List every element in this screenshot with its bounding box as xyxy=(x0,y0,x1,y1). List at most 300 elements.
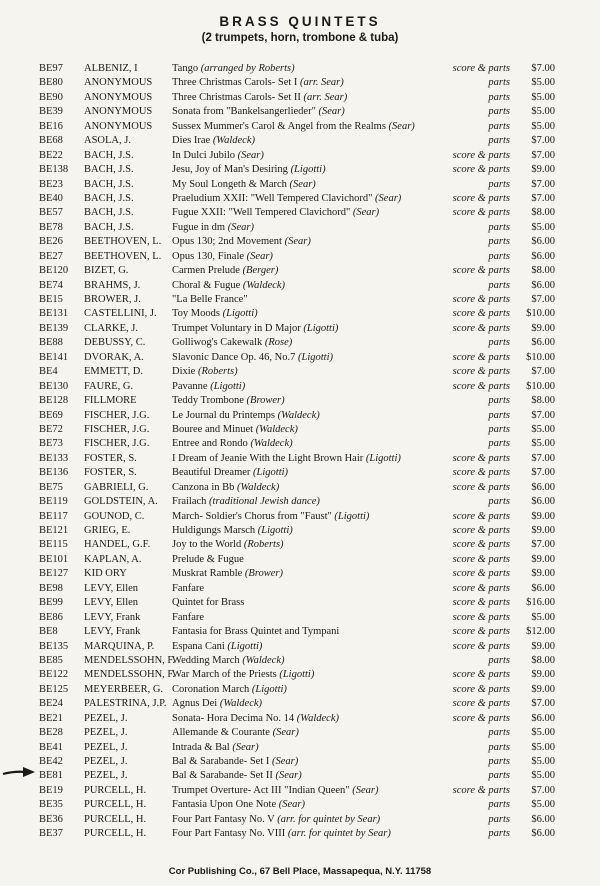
catalog-code: BE41 xyxy=(39,741,63,753)
title-text: Entree and Rondo xyxy=(172,438,248,450)
arranger-note: (Waldeck) xyxy=(242,654,285,666)
format-label: parts xyxy=(488,813,510,825)
composer-name: DEBUSSY, C. xyxy=(84,337,146,349)
piece-title xyxy=(172,336,292,350)
price-label: $7.00 xyxy=(531,698,555,710)
catalog-code: BE127 xyxy=(39,568,69,580)
composer-name: BEETHOVEN, L. xyxy=(84,236,162,248)
catalog-code: BE42 xyxy=(39,756,63,767)
format-label: parts xyxy=(488,496,510,508)
price-label: $8.00 xyxy=(531,207,555,219)
catalog-code: BE21 xyxy=(39,712,63,724)
catalog-row xyxy=(0,582,600,596)
piece-title xyxy=(172,538,284,552)
arranger-note: (Ligotti) xyxy=(334,510,370,522)
catalog-code: BE36 xyxy=(39,813,63,825)
format-label: parts xyxy=(488,250,510,262)
catalog-row xyxy=(0,307,600,321)
catalog-code: BE35 xyxy=(39,799,63,811)
catalog-code: BE4 xyxy=(39,366,58,378)
catalog-code: BE26 xyxy=(39,236,63,248)
price-label: $9.00 xyxy=(531,683,555,695)
title-text: Allemande & Courante xyxy=(172,727,270,739)
price-label: $16.00 xyxy=(526,597,555,609)
catalog-row xyxy=(0,668,600,682)
arranger-note: (Ligotti) xyxy=(251,683,287,695)
composer-name: ANONYMOUS xyxy=(84,77,153,89)
price-label: $5.00 xyxy=(531,423,555,435)
catalog-row xyxy=(0,553,600,567)
catalog-code: BE8 xyxy=(39,626,58,638)
catalog-row xyxy=(0,510,600,524)
catalog-row xyxy=(0,178,600,192)
title-text: Canzona in Bb xyxy=(172,481,235,493)
piece-title xyxy=(172,235,311,249)
title-text: Jesu, Joy of Man's Desiring xyxy=(172,164,288,176)
price-label: $6.00 xyxy=(531,828,555,840)
arranger-note: (Waldeck) xyxy=(212,135,255,147)
arranger-note: (arr. for quintet by Sear) xyxy=(287,828,391,840)
piece-title xyxy=(172,466,288,480)
format-label: score & parts xyxy=(452,510,510,522)
arranger-note: (Rose) xyxy=(264,337,293,349)
catalog-code: BE39 xyxy=(39,106,63,118)
piece-title xyxy=(172,769,302,783)
arranger-note: (Sear) xyxy=(318,106,345,118)
piece-title xyxy=(172,365,238,379)
catalog-code: BE133 xyxy=(39,452,69,464)
title-text: Fugue in dm xyxy=(172,221,226,233)
piece-title xyxy=(172,250,273,264)
format-label: score & parts xyxy=(452,712,510,724)
title-text: Sussex Mummer's Carol & Angel from the Realms xyxy=(172,120,386,132)
arranger-note: (Ligotti) xyxy=(227,640,263,652)
title-text: Fanfare xyxy=(172,611,205,623)
arranger-note: (Sear) xyxy=(227,221,254,233)
catalog-code: BE125 xyxy=(39,683,69,695)
arranger-note: (Ligotti) xyxy=(253,467,289,479)
composer-name: LEVY, Frank xyxy=(84,626,141,638)
format-label: score & parts xyxy=(452,553,510,565)
piece-title xyxy=(172,755,298,769)
piece-title xyxy=(172,640,262,654)
piece-title xyxy=(172,437,293,451)
title-text: Tango xyxy=(172,63,199,74)
arranger-note: (Sear) xyxy=(284,236,311,248)
arranger-note: (Ligotti) xyxy=(297,351,333,363)
title-text: Carmen Prelude xyxy=(172,265,240,277)
catalog-row xyxy=(0,221,600,235)
arranger-note: (Waldeck) xyxy=(296,712,339,724)
catalog-row xyxy=(0,697,600,711)
composer-name: ANONYMOUS xyxy=(84,120,153,132)
composer-name: PEZEL, J. xyxy=(84,756,128,767)
arranger-note: (Waldeck) xyxy=(277,409,320,421)
arranger-note: (Sear) xyxy=(272,756,299,767)
piece-title xyxy=(172,596,244,610)
price-label: $6.00 xyxy=(531,712,555,724)
catalog-code: BE73 xyxy=(39,438,63,450)
piece-title xyxy=(172,510,369,524)
piece-title xyxy=(172,120,415,134)
title-text: Intrada & Bal xyxy=(172,741,230,753)
composer-name: CLARKE, J. xyxy=(84,322,138,334)
catalog-row xyxy=(0,452,600,466)
piece-title xyxy=(172,351,333,365)
composer-name: BACH, J.S. xyxy=(84,207,134,219)
piece-title xyxy=(172,668,314,682)
catalog-code: BE120 xyxy=(39,265,69,277)
catalog-row xyxy=(0,813,600,827)
format-label: parts xyxy=(488,91,510,103)
composer-name: MENDELSSOHN, F. xyxy=(84,669,176,681)
arranger-note: (Roberts) xyxy=(243,539,284,551)
title-text: Opus 130; 2nd Movement xyxy=(172,236,282,248)
catalog-code: BE72 xyxy=(39,423,63,435)
piece-title xyxy=(172,380,245,394)
arranger-note: (Sear) xyxy=(232,741,259,753)
title-text: Muskrat Ramble xyxy=(172,568,243,580)
composer-name: FOSTER, S. xyxy=(84,467,137,479)
price-label: $7.00 xyxy=(531,178,555,190)
format-label: parts xyxy=(488,423,510,435)
catalog-code: BE81 xyxy=(39,770,63,782)
arranger-note: (Sear) xyxy=(278,799,305,811)
catalog-code: BE115 xyxy=(39,539,68,551)
price-label: $7.00 xyxy=(531,409,555,421)
title-text: Trumpet Overture- Act III "Indian Queen" xyxy=(172,784,350,796)
price-label: $9.00 xyxy=(531,568,555,580)
arranger-note: (Sear) xyxy=(388,120,415,132)
price-label: $6.00 xyxy=(531,813,555,825)
arranger-note: (Sear) xyxy=(237,149,264,161)
composer-name: FAURE, G. xyxy=(84,380,134,392)
page-title: BRASS QUINTETS xyxy=(219,14,381,29)
catalog-row xyxy=(0,567,600,581)
piece-title xyxy=(172,654,285,668)
piece-title xyxy=(172,495,320,509)
catalog-row xyxy=(0,365,600,379)
composer-name: DVORAK, A. xyxy=(84,351,144,363)
piece-title xyxy=(172,481,279,495)
piece-title xyxy=(172,697,262,711)
catalog-code: BE130 xyxy=(39,380,69,392)
price-label: $6.00 xyxy=(531,337,555,349)
title-text: March- Soldier's Chorus from "Faust" xyxy=(172,510,332,522)
price-label: $8.00 xyxy=(531,265,555,277)
format-label: parts xyxy=(488,279,510,291)
format-label: score & parts xyxy=(452,669,510,681)
catalog-code: BE78 xyxy=(39,221,63,233)
piece-title xyxy=(172,62,295,76)
price-label: $6.00 xyxy=(531,279,555,291)
composer-name: ANONYMOUS xyxy=(84,106,153,118)
price-label: $6.00 xyxy=(531,582,555,594)
catalog-row xyxy=(0,538,600,552)
piece-title xyxy=(172,76,344,90)
catalog-code: BE97 xyxy=(39,63,63,74)
title-text: Coronation March xyxy=(172,683,250,695)
piece-title xyxy=(172,827,391,841)
price-label: $6.00 xyxy=(531,250,555,262)
arranger-note: (Brower) xyxy=(246,395,285,407)
format-label: score & parts xyxy=(452,539,510,551)
format-label: score & parts xyxy=(452,582,510,594)
catalog-row xyxy=(0,596,600,610)
title-text: Four Part Fantasy No. VIII xyxy=(172,828,286,840)
catalog-code: BE99 xyxy=(39,597,63,609)
price-label: $5.00 xyxy=(531,438,555,450)
arranger-note: (Ligotti) xyxy=(303,322,339,334)
format-label: score & parts xyxy=(452,308,510,320)
catalog-list xyxy=(0,62,600,842)
format-label: score & parts xyxy=(452,467,510,479)
piece-title xyxy=(172,293,248,307)
catalog-code: BE19 xyxy=(39,784,63,796)
price-label: $5.00 xyxy=(531,221,555,233)
catalog-row xyxy=(0,466,600,480)
price-label: $7.00 xyxy=(531,467,555,479)
price-label: $5.00 xyxy=(531,799,555,811)
catalog-row xyxy=(0,437,600,451)
composer-name: PALESTRINA, J.P. xyxy=(84,698,167,710)
piece-title xyxy=(172,91,347,105)
title-text: Espana Cani xyxy=(172,640,225,652)
price-label: $9.00 xyxy=(531,510,555,522)
format-label: parts xyxy=(488,395,510,407)
catalog-code: BE16 xyxy=(39,120,63,132)
price-label: $7.00 xyxy=(531,784,555,796)
catalog-code: BE128 xyxy=(39,395,69,407)
catalog-code: BE68 xyxy=(39,135,63,147)
catalog-code: BE22 xyxy=(39,149,63,161)
format-label: score & parts xyxy=(452,452,510,464)
price-label: $7.00 xyxy=(531,452,555,464)
price-label: $7.00 xyxy=(531,539,555,551)
catalog-code: BE138 xyxy=(39,164,69,176)
title-text: Pavanne xyxy=(172,380,208,392)
price-label: $5.00 xyxy=(531,120,555,132)
composer-name: BACH, J.S. xyxy=(84,178,134,190)
title-text: Sonata- Hora Decima No. 14 xyxy=(172,712,295,724)
catalog-code: BE57 xyxy=(39,207,63,219)
price-label: $8.00 xyxy=(531,654,555,666)
format-label: score & parts xyxy=(452,149,510,161)
composer-name: GOUNOD, C. xyxy=(84,510,145,522)
catalog-row xyxy=(0,394,600,408)
catalog-code: BE121 xyxy=(39,525,69,536)
catalog-row xyxy=(0,625,600,639)
format-label: score & parts xyxy=(452,351,510,363)
composer-name: KID ORY xyxy=(84,568,127,580)
catalog-code: BE85 xyxy=(39,654,63,666)
catalog-row xyxy=(0,481,600,495)
format-label: score & parts xyxy=(452,207,510,219)
price-label: $5.00 xyxy=(531,727,555,739)
piece-title xyxy=(172,625,339,639)
catalog-code: BE86 xyxy=(39,611,63,623)
title-text: Opus 130, Finale xyxy=(172,250,245,262)
format-label: score & parts xyxy=(452,698,510,710)
catalog-code: BE88 xyxy=(39,337,63,349)
price-label: $9.00 xyxy=(531,164,555,176)
catalog-code: BE80 xyxy=(39,77,63,89)
format-label: score & parts xyxy=(452,63,510,74)
format-label: score & parts xyxy=(452,322,510,334)
title-text: Bouree and Minuet xyxy=(172,423,254,435)
title-text: Four Part Fantasy No. V xyxy=(172,813,275,825)
catalog-row xyxy=(0,76,600,90)
catalog-row xyxy=(0,784,600,798)
arranger-note: (arr. for quintet by Sear) xyxy=(277,813,381,825)
composer-name: PURCELL, H. xyxy=(84,813,147,825)
piece-title xyxy=(172,553,244,567)
price-label: $6.00 xyxy=(531,236,555,248)
catalog-row xyxy=(0,409,600,423)
arranger-note: (Roberts) xyxy=(197,366,238,378)
composer-name: FISCHER, J.G. xyxy=(84,409,150,421)
composer-name: PEZEL, J. xyxy=(84,727,128,739)
composer-name: GABRIELI, G. xyxy=(84,481,149,493)
price-label: $6.00 xyxy=(531,481,555,493)
title-text: Three Christmas Carols- Set II xyxy=(172,91,301,103)
price-label: $7.00 xyxy=(531,149,555,161)
catalog-row xyxy=(0,206,600,220)
title-text: Wedding March xyxy=(172,654,240,666)
composer-name: BACH, J.S. xyxy=(84,192,134,204)
piece-title xyxy=(172,163,326,177)
title-text: Bal & Sarabande- Set II xyxy=(172,770,273,782)
title-text: Quintet for Brass xyxy=(172,597,245,609)
composer-name: BIZET, G. xyxy=(84,265,129,277)
title-text: Golliwog's Cakewalk xyxy=(172,337,263,349)
title-text: In Dulci Jubilo xyxy=(172,149,235,161)
catalog-row xyxy=(0,351,600,365)
arranger-note: (Sear) xyxy=(352,784,379,796)
catalog-code: BE139 xyxy=(39,322,69,334)
arranger-note: (Waldeck) xyxy=(255,423,298,435)
catalog-code: BE117 xyxy=(39,510,68,522)
composer-name: PURCELL, H. xyxy=(84,828,147,840)
title-text: Le Journal du Printemps xyxy=(172,409,275,421)
title-text: Frailach xyxy=(172,496,207,508)
format-label: parts xyxy=(488,741,510,753)
catalog-row xyxy=(0,105,600,119)
catalog-row xyxy=(0,524,600,538)
format-label: score & parts xyxy=(452,481,510,493)
catalog-row xyxy=(0,62,600,76)
format-label: parts xyxy=(488,799,510,811)
format-label: score & parts xyxy=(452,626,510,638)
title-text: Teddy Trombone xyxy=(172,395,244,407)
composer-name: PURCELL, H. xyxy=(84,784,147,796)
format-label: parts xyxy=(488,178,510,190)
composer-name: BACH, J.S. xyxy=(84,164,134,176)
arranger-note: (Ligotti) xyxy=(210,380,246,392)
format-label: parts xyxy=(488,727,510,739)
title-text: Slavonic Dance Op. 46, No.7 xyxy=(172,351,296,363)
catalog-row xyxy=(0,250,600,264)
piece-title xyxy=(172,105,345,119)
catalog-code: BE69 xyxy=(39,409,63,421)
format-label: parts xyxy=(488,135,510,147)
catalog-row xyxy=(0,769,600,783)
title-text: Bal & Sarabande- Set I xyxy=(172,756,270,767)
arrow-right-icon xyxy=(2,765,36,779)
catalog-row xyxy=(0,712,600,726)
price-label: $9.00 xyxy=(531,322,555,334)
title-text: Prelude & Fugue xyxy=(172,553,244,565)
composer-name: ANONYMOUS xyxy=(84,91,153,103)
price-label: $5.00 xyxy=(531,77,555,89)
catalog-row xyxy=(0,798,600,812)
title-text: Dixie xyxy=(172,366,196,378)
composer-name: LEVY, Ellen xyxy=(84,582,139,594)
catalog-row xyxy=(0,264,600,278)
publisher-footer: Cor Publishing Co., 67 Bell Place, Massapequa, N.Y. 11758 xyxy=(168,866,432,877)
catalog-row xyxy=(0,827,600,841)
arranger-note: (Ligotti) xyxy=(257,525,293,536)
price-label: $5.00 xyxy=(531,756,555,767)
price-label: $9.00 xyxy=(531,640,555,652)
title-text: "La Belle France" xyxy=(172,294,248,305)
piece-title xyxy=(172,322,338,336)
piece-title xyxy=(172,524,293,538)
title-text: Fugue XXII: "Well Tempered Clavichord" xyxy=(172,207,351,219)
price-label: $5.00 xyxy=(531,770,555,782)
format-label: score & parts xyxy=(452,784,510,796)
catalog-row xyxy=(0,336,600,350)
catalog-row xyxy=(0,755,600,769)
catalog-row xyxy=(0,495,600,509)
arranger-note: (Waldeck) xyxy=(237,481,280,493)
piece-title xyxy=(172,264,278,278)
format-label: parts xyxy=(488,828,510,840)
title-text: Beautiful Dreamer xyxy=(172,467,251,479)
catalog-row xyxy=(0,192,600,206)
format-label: score & parts xyxy=(452,568,510,580)
composer-name: BEETHOVEN, L. xyxy=(84,250,162,262)
catalog-code: BE28 xyxy=(39,727,63,739)
price-label: $6.00 xyxy=(531,496,555,508)
composer-name: BACH, J.S. xyxy=(84,149,134,161)
arranger-note: (Waldeck) xyxy=(250,438,293,450)
arranger-note: (Ligotti) xyxy=(365,452,401,464)
composer-name: FISCHER, J.G. xyxy=(84,438,150,450)
catalog-row xyxy=(0,322,600,336)
piece-title xyxy=(172,712,339,726)
arranger-note: (Sear) xyxy=(289,178,316,190)
catalog-code: BE40 xyxy=(39,192,63,204)
format-label: score & parts xyxy=(452,640,510,652)
composer-name: MEYERBEER, G. xyxy=(84,683,164,695)
arranger-note: (Ligotti) xyxy=(290,164,326,176)
composer-name: KAPLAN, A. xyxy=(84,553,142,565)
catalog-row xyxy=(0,380,600,394)
piece-title xyxy=(172,279,285,293)
price-label: $5.00 xyxy=(531,106,555,118)
piece-title xyxy=(172,423,298,437)
title-text: Dies Irae xyxy=(172,135,211,147)
format-label: score & parts xyxy=(452,611,510,623)
composer-name: BROWER, J. xyxy=(84,294,141,305)
catalog-row xyxy=(0,611,600,625)
piece-title xyxy=(172,741,259,755)
catalog-code: BE98 xyxy=(39,582,63,594)
title-text: Fantasia for Brass Quintet and Tympani xyxy=(172,626,340,638)
title-text: Choral & Fugue xyxy=(172,279,241,291)
catalog-code: BE141 xyxy=(39,351,69,363)
